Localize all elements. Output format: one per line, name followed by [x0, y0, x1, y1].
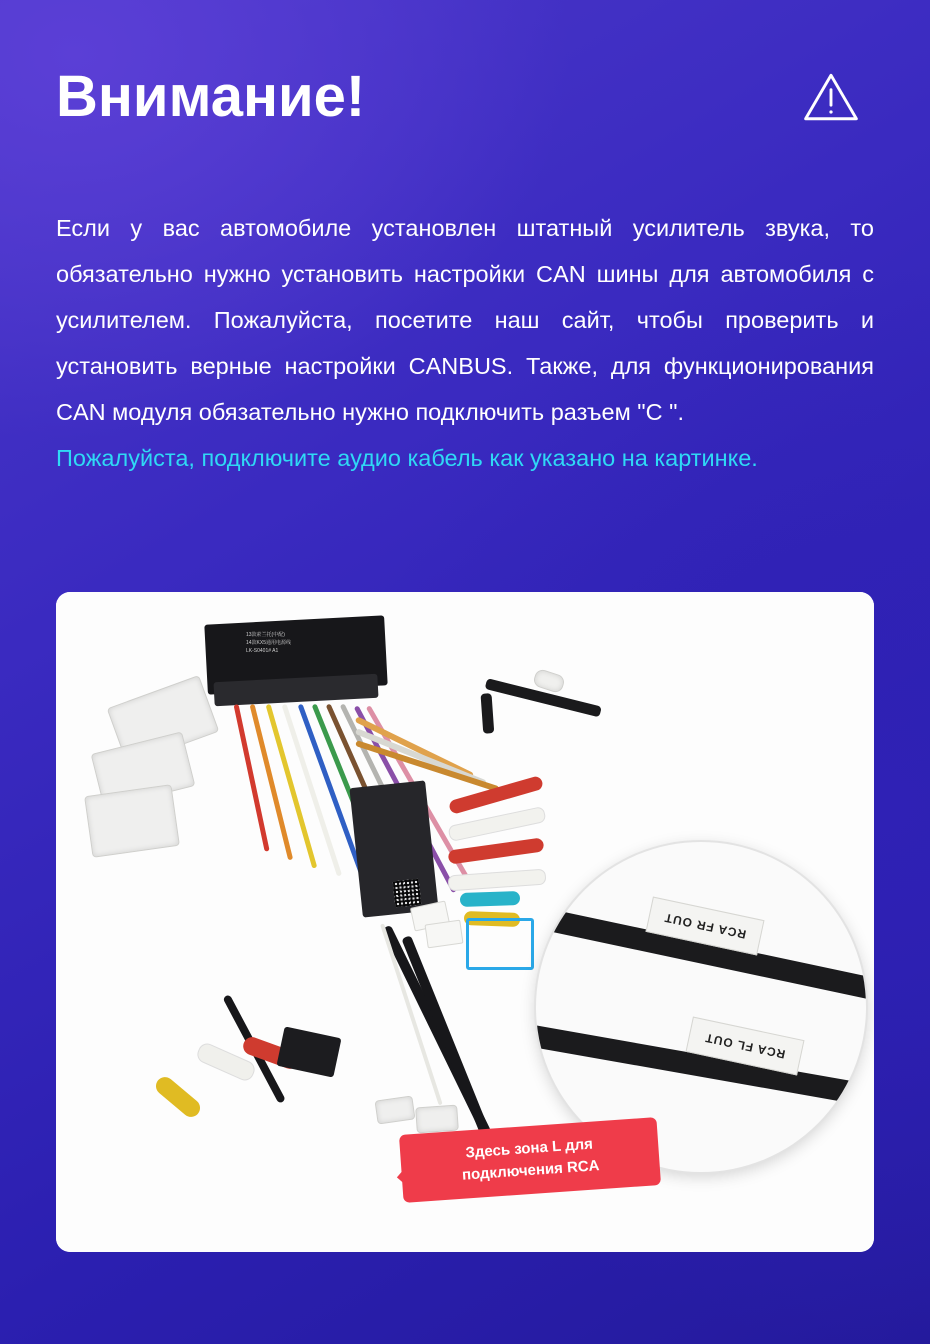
rca-label-tag-2 — [425, 920, 464, 949]
white-connector-c — [84, 784, 180, 858]
rca-blue — [460, 891, 520, 907]
rca-zone-callout: Здесь зона L для подключения RCA — [399, 1117, 661, 1203]
small-white-plug-2 — [415, 1105, 459, 1134]
rca-red-2 — [447, 837, 544, 864]
module-label-line-3: LK-S0401# A1 — [246, 648, 279, 654]
black-socket-connector — [276, 1026, 341, 1077]
wiring-harness-illustration — [56, 592, 874, 1252]
main-black-cable-2 — [481, 693, 495, 734]
warning-triangle-icon — [802, 68, 860, 126]
wire-red — [234, 704, 270, 852]
body-text-block — [56, 205, 874, 481]
page-title: Внимание! — [56, 64, 366, 129]
module-label-line-2: 14款KX5通用电源线 — [246, 640, 292, 646]
wiring-harness-photo-card — [56, 592, 874, 1252]
rca-plug-yellow — [152, 1073, 203, 1120]
page-header — [56, 52, 874, 142]
zoom-label-rca-fr-out: RCA FR OUT — [646, 897, 765, 956]
paragraph-main: Если у вас автомобиле установлен штатный усилитель звука, то обязательно нужно установить настройки CAN шины для автомобиля с усилителем. Пожалуйста, посетите наш сайт, чтобы проверить и установить верные настройки CANBUS. Также, для функционирования CAN модуля обязательно нужно подключить разъем "C ". — [56, 215, 874, 425]
module-label-line-1: 13款索兰托(中配) — [246, 632, 285, 638]
paragraph-highlight: Пожалуйста, подключите аудио кабель как указано на картинке. — [56, 445, 758, 471]
small-white-plug-1 — [375, 1095, 416, 1124]
rca-zone-marker — [466, 918, 534, 970]
zoom-label-rca-fl-out: RCA FL OUT — [686, 1017, 805, 1076]
module-qr-code — [393, 879, 422, 908]
